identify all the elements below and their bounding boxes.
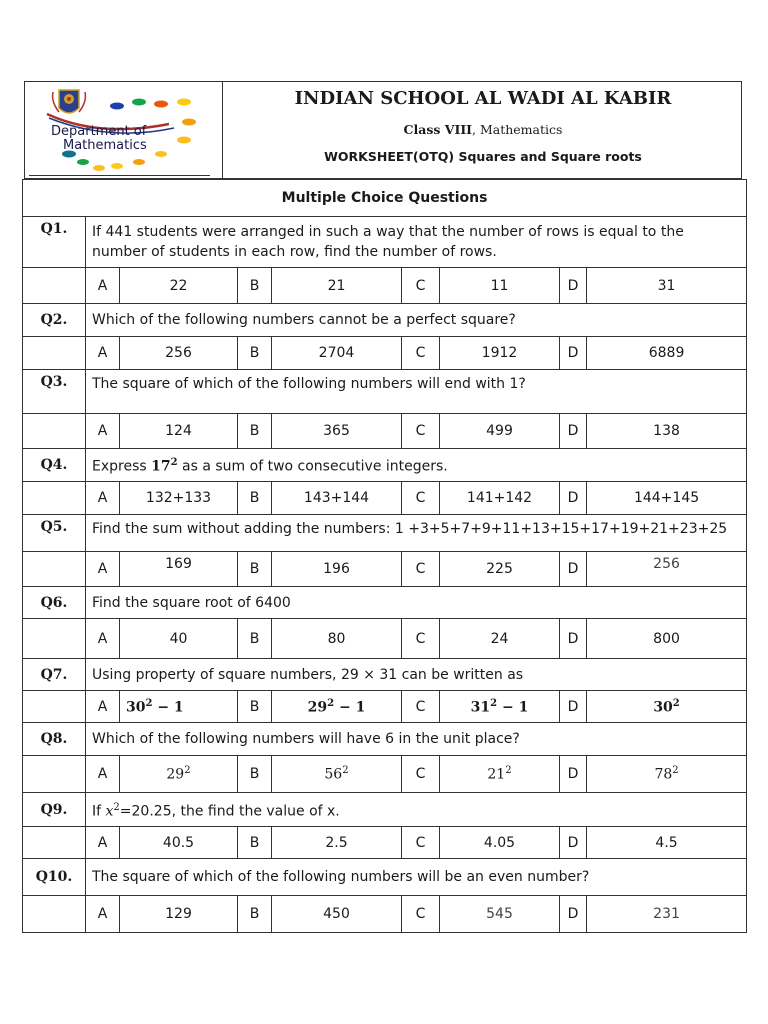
question-number: Q9.	[23, 793, 86, 827]
logo-underline	[29, 175, 210, 176]
option-c: 545	[440, 896, 560, 933]
option-c: 4.05	[440, 827, 560, 859]
question-number: Q2.	[23, 304, 86, 337]
question-text	[86, 793, 747, 827]
section-title: Multiple Choice Questions	[23, 180, 747, 217]
question-table	[22, 179, 747, 933]
math-tail: − 1	[497, 699, 529, 716]
question-text: Find the square root of 6400	[86, 587, 747, 619]
question-text: Find the sum without adding the numbers: 1 +3+5+7+9+11+13+15+17+19+21+23+25	[86, 515, 747, 552]
option-d: 6889	[587, 337, 747, 370]
option-letter: A	[86, 482, 120, 515]
option-d: 231	[587, 896, 747, 933]
option-letter: C	[402, 756, 440, 793]
option-b: 143+144	[272, 482, 402, 515]
option-a: 40.5	[120, 827, 238, 859]
question-number: Q3.	[23, 370, 86, 414]
option-b: 2.5	[272, 827, 402, 859]
option-a	[120, 756, 238, 793]
option-letter: B	[238, 756, 272, 793]
option-a: 40	[120, 619, 238, 659]
option-letter: A	[86, 756, 120, 793]
option-d	[587, 756, 747, 793]
option-letter: D	[560, 827, 587, 859]
question-text-pre: If	[92, 803, 106, 820]
option-letter: B	[238, 619, 272, 659]
option-letter: C	[402, 691, 440, 723]
option-c: 499	[440, 414, 560, 449]
option-letter: C	[402, 482, 440, 515]
option-letter: A	[86, 619, 120, 659]
logo-line-1: Department of	[51, 124, 147, 139]
option-b: 365	[272, 414, 402, 449]
worksheet-title: WORKSHEET(OTQ) Squares and Square roots	[324, 149, 642, 164]
math-exponent: 2	[184, 765, 191, 777]
option-letter: A	[86, 691, 120, 723]
option-letter: B	[238, 896, 272, 933]
question-text-post: as a sum of two consecutive integers.	[177, 458, 448, 475]
question-spacer	[23, 691, 86, 723]
option-letter: D	[560, 414, 587, 449]
option-letter: A	[86, 827, 120, 859]
math-tail: − 1	[334, 699, 366, 716]
option-d: 800	[587, 619, 747, 659]
math-exponent: 2	[672, 697, 680, 709]
question-spacer	[23, 337, 86, 370]
option-b: 450	[272, 896, 402, 933]
math-exponent: 2	[170, 457, 178, 469]
option-letter: A	[86, 896, 120, 933]
question-number: Q4.	[23, 449, 86, 482]
option-a: 124	[120, 414, 238, 449]
option-letter: B	[238, 337, 272, 370]
question-number: Q5.	[23, 515, 86, 552]
option-d	[587, 691, 747, 723]
option-letter: C	[402, 896, 440, 933]
question-number: Q6.	[23, 587, 86, 619]
option-letter: B	[238, 691, 272, 723]
option-c: 24	[440, 619, 560, 659]
subject-label: , Mathematics	[472, 122, 563, 137]
question-number: Q7.	[23, 659, 86, 691]
question-text: The square of which of the following numbers will be an even number?	[86, 859, 747, 896]
question-text: Which of the following numbers will have 6 in the unit place?	[86, 723, 747, 756]
math-exponent: 2	[113, 801, 120, 813]
math-variable: x	[105, 803, 114, 820]
department-logo	[39, 84, 219, 176]
option-letter: C	[402, 268, 440, 304]
question-spacer	[23, 896, 86, 933]
question-text: Using property of square numbers, 29 × 31 can be written as	[86, 659, 747, 691]
question-text: If 441 students were arranged in such a way that the number of rows is equal to the number of students in each row, find the number of rows.	[86, 217, 747, 268]
crest-icon	[53, 90, 86, 113]
math-exponent: 2	[505, 765, 512, 777]
math-base: 30	[126, 699, 146, 716]
option-c	[440, 691, 560, 723]
class-label: Class VIII	[403, 122, 473, 137]
option-b: 2704	[272, 337, 402, 370]
option-a: 22	[120, 268, 238, 304]
option-letter: C	[402, 552, 440, 587]
option-letter: B	[238, 414, 272, 449]
option-letter: D	[560, 619, 587, 659]
option-b: 80	[272, 619, 402, 659]
option-letter: D	[560, 691, 587, 723]
option-d: 138	[587, 414, 747, 449]
option-letter: D	[560, 552, 587, 587]
option-d: 144+145	[587, 482, 747, 515]
math-base: 31	[470, 699, 491, 716]
question-spacer	[23, 268, 86, 304]
option-letter: A	[86, 552, 120, 587]
option-c: 11	[440, 268, 560, 304]
question-number: Q1.	[23, 217, 86, 268]
option-d: 31	[587, 268, 747, 304]
question-text: The square of which of the following numbers will end with 1?	[86, 370, 747, 414]
option-letter: C	[402, 619, 440, 659]
question-number: Q8.	[23, 723, 86, 756]
math-exponent: 2	[342, 765, 349, 777]
option-letter: D	[560, 756, 587, 793]
option-b: 196	[272, 552, 402, 587]
option-letter: B	[238, 482, 272, 515]
math-exponent: 2	[490, 697, 498, 709]
question-text-pre: Express	[92, 458, 152, 475]
school-name: INDIAN SCHOOL AL WADI AL KABIR	[294, 88, 672, 109]
option-letter: C	[402, 827, 440, 859]
option-c	[440, 756, 560, 793]
math-base: 29	[307, 699, 328, 716]
question-spacer	[23, 756, 86, 793]
option-letter: D	[560, 482, 587, 515]
math-base: 29	[166, 766, 185, 783]
math-base: 56	[324, 766, 343, 783]
math-base: 21	[487, 766, 506, 783]
option-letter: B	[238, 827, 272, 859]
option-b	[272, 691, 402, 723]
option-c: 225	[440, 552, 560, 587]
math-exponent: 2	[672, 765, 679, 777]
option-a: 129	[120, 896, 238, 933]
math-exponent: 2	[145, 697, 153, 709]
option-letter: A	[86, 337, 120, 370]
option-c: 1912	[440, 337, 560, 370]
question-spacer	[23, 827, 86, 859]
question-spacer	[23, 414, 86, 449]
option-d: 256	[587, 552, 747, 587]
option-b	[272, 756, 402, 793]
option-c: 141+142	[440, 482, 560, 515]
option-letter: C	[402, 414, 440, 449]
option-letter: A	[86, 414, 120, 449]
option-a: 256	[120, 337, 238, 370]
option-letter: C	[402, 337, 440, 370]
option-b: 21	[272, 268, 402, 304]
option-letter: D	[560, 896, 587, 933]
option-letter: B	[238, 552, 272, 587]
question-spacer	[23, 619, 86, 659]
option-letter: A	[86, 268, 120, 304]
question-number: Q10.	[23, 859, 86, 896]
question-text	[86, 449, 747, 482]
worksheet-header	[24, 81, 742, 179]
option-letter: D	[560, 337, 587, 370]
logo-cell	[25, 82, 223, 178]
option-letter: D	[560, 268, 587, 304]
math-tail: − 1	[152, 699, 184, 716]
math-base: 78	[654, 766, 673, 783]
option-letter: B	[238, 268, 272, 304]
option-a: 169	[120, 552, 238, 587]
math-base: 30	[653, 699, 673, 716]
class-line	[225, 122, 741, 137]
math-base: 17	[151, 458, 171, 475]
question-text-post: =20.25, the find the value of x.	[119, 803, 340, 820]
option-a	[120, 691, 238, 723]
option-d: 4.5	[587, 827, 747, 859]
logo-line-2: Mathematics	[63, 138, 147, 153]
question-spacer	[23, 552, 86, 587]
math-exponent: 2	[327, 697, 335, 709]
question-spacer	[23, 482, 86, 515]
question-text: Which of the following numbers cannot be a perfect square?	[86, 304, 747, 337]
option-a: 132+133	[120, 482, 238, 515]
